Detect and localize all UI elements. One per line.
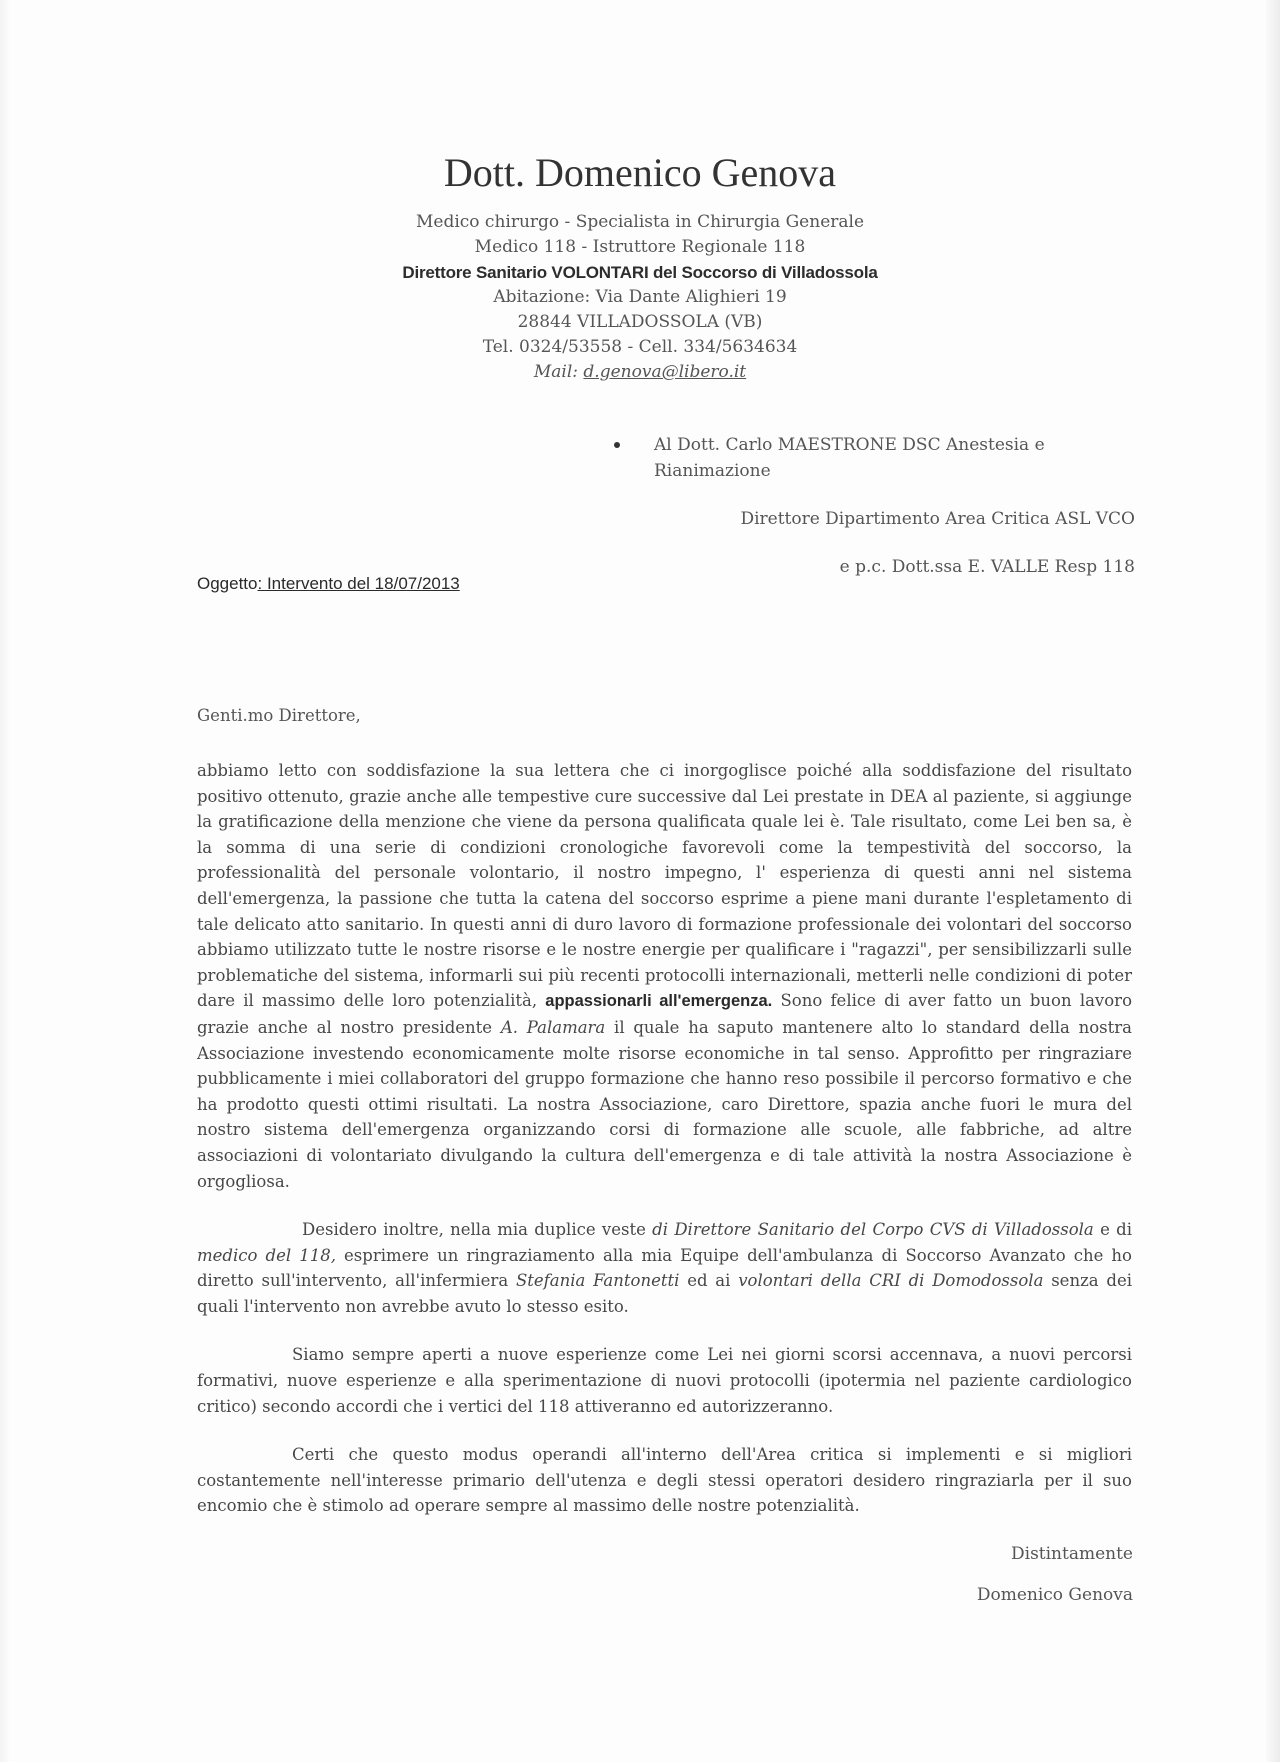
body-p2-em-2: medico del 118,	[197, 1245, 336, 1265]
body-p2-em-1: di Direttore Sanitario del Corpo CVS di Villadossola	[652, 1220, 1094, 1240]
scan-edge-left	[0, 0, 10, 1762]
greeting: Genti.mo Direttore,	[197, 706, 361, 725]
letterhead-phone: Tel. 0324/53558 - Cell. 334/5634634	[482, 337, 798, 357]
body-p2-em-3: Stefania Fantonetti	[515, 1271, 680, 1291]
recipient-cc: e p.c. Dott.ssa E. VALLE Resp 118	[839, 557, 1135, 577]
mail-link[interactable]: d.genova@libero.it	[583, 362, 747, 382]
body-paragraph-2	[197, 1217, 1132, 1319]
body-p1-president: A. Palamara	[500, 1017, 606, 1037]
body-p2-em-4: volontari della CRI di Domodossola	[738, 1271, 1044, 1291]
body-p2-text-c: esprimere un ringraziamento alla mia Equipe dell'ambulanza di Soccorso Avanzato che ho diretto sull'intervento, all'infermiera	[197, 1245, 1132, 1291]
mail-label: Mail:	[533, 362, 584, 382]
letterhead-address: Abitazione: Via Dante Alighieri 19	[493, 287, 787, 307]
recipient-primary-text: Al Dott. Carlo MAESTRONE DSC Anestesia e Rianimazione	[654, 435, 1045, 481]
body-paragraph-3: Siamo sempre aperti a nuove esperienze come Lei nei giorni scorsi accennava, a nuovi percorsi formativi, nuove esperienze e alla sperimentazione di nuovi protocolli (ipotermia nel paziente cardiologico critico) secondo accordi che i vertici del 118 attiveranno ed autorizzeranno.	[197, 1345, 1132, 1416]
body-p1-text-c: il quale ha saputo mantenere alto lo standard della nostra Associazione investendo economicamente molte risorse economiche in tal senso. Approfitto per ringraziare pubblicamente i miei collaboratori del gruppo formazione che hanno reso possibile il percorso formativo e che ha prodotto questi ottimi risultati. La nostra Associazione, caro Direttore, spazia anche fuori le mura del nostro sistema dell'emergenza organizzando corsi di formazione alle scuole, alle fabbriche, ad altre associazioni di volontariato divulgando la cultura dell'emergenza e di tale attività la nostra Associazione è orgogliosa.	[197, 1017, 1132, 1191]
letterhead	[340, 150, 940, 385]
body-p1-strong: appassionarli all'emergenza.	[545, 992, 773, 1011]
letter-body	[197, 758, 1132, 1519]
letterhead-role: Medico 118 - Istruttore Regionale 118	[474, 237, 806, 257]
closing-salutation: Distintamente	[1011, 1544, 1133, 1564]
scan-edge-right	[1266, 0, 1280, 1762]
body-p2-text-e: senza dei quali l'intervento non avrebbe avuto lo stesso esito.	[197, 1271, 1132, 1316]
subject-label: Oggetto	[197, 574, 258, 593]
recipient-primary	[600, 432, 1135, 484]
body-p2-text-d: ed ai	[679, 1271, 739, 1291]
closing-block	[977, 1544, 1133, 1605]
letterhead-city: 28844 VILLADOSSOLA (VB)	[517, 312, 763, 332]
letterhead-mail	[340, 360, 940, 385]
subject-text: : Intervento del 18/07/2013	[257, 574, 460, 593]
body-p1-text-b: Sono felice di aver fatto un buon lavoro grazie anche al nostro presidente	[197, 991, 1133, 1037]
recipient-department: Direttore Dipartimento Area Critica ASL VCO	[740, 509, 1135, 529]
letterhead-qualification: Medico chirurgo - Specialista in Chirurgia Generale	[415, 212, 865, 232]
subject-line	[197, 574, 460, 594]
body-p1-text-a: abbiamo letto con soddisfazione la sua lettera che ci inorgoglisce poiché alla soddisfazione del risultato positivo ottenuto, grazie anche alle tempestive cure successive dal Lei prestate in DEA al paziente, si aggiunge la gratificazione della menzione che viene da persona qualificata quale lei è. Tale risultato, come Lei ben sa, è la somma di una serie di condizioni cronologiche favorevoli come la tempestività del soccorso, la professionalità del personale volontario, il nostro impegno, l' esperienza di questi anni nel sistema dell'emergenza, la passione che tutta la catena del soccorso esprime a piene mani durante l'espletamento di tale delicato atto sanitario. In questi anni di duro lavoro di formazione professionale dei volontari del soccorso abbiamo utilizzato tutte le nostre risorse e le nostre energie per qualificare i "ragazzi", per sensibilizzarli sulle problematiche del sistema, informarli sui più recenti protocolli internazionali, metterli nelle condizioni di poter dare il massimo delle loro potenzialità,	[197, 761, 1132, 1011]
letterhead-director: Direttore Sanitario VOLONTARI del Soccorso di Villadossola	[402, 263, 878, 282]
body-p2-text-b: e di	[1093, 1220, 1132, 1240]
body-paragraph-4: Certi che questo modus operandi all'interno dell'Area critica si implementi e si migliori costantemente nell'interesse primario dell'utenza e degli stessi operatori desidero ringraziarla per il suo encomio che è stimolo ad operare sempre al massimo delle nostre potenzialità.	[197, 1445, 1132, 1516]
recipients-block	[600, 432, 1135, 580]
body-p2-text-a: Desidero inoltre, nella mia duplice veste	[302, 1220, 653, 1240]
bullet-icon	[614, 442, 620, 448]
doctor-name: Dott. Domenico Genova	[443, 150, 837, 195]
body-paragraph-1	[197, 758, 1132, 1194]
signature: Domenico Genova	[976, 1585, 1133, 1605]
